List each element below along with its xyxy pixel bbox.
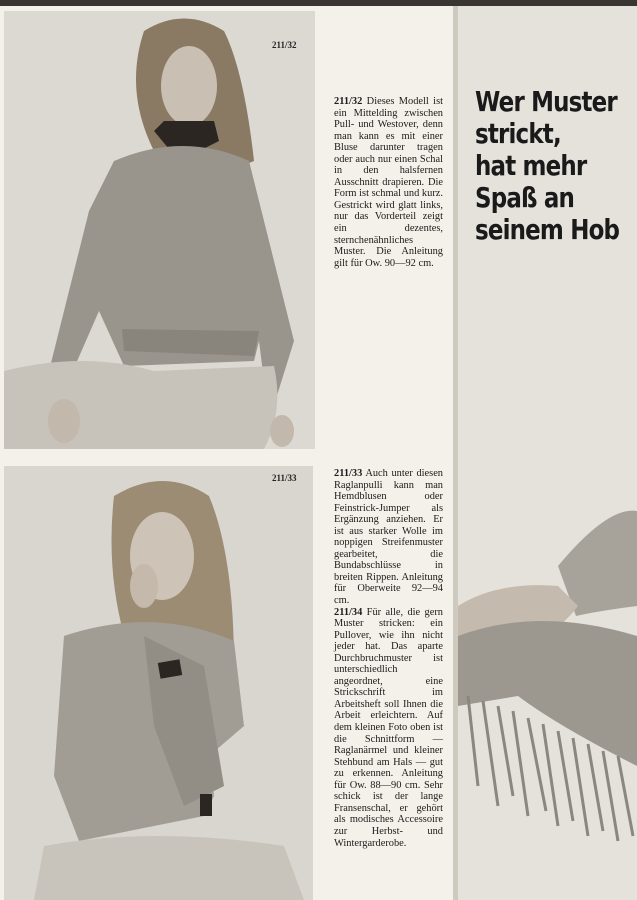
article-text: Für alle, die gern Muster stricken: ein Pullover, wie ihn nicht jeder hat. Das aparte Durchbruchmuster ist unterschiedlich angeordnet, eine Strickschrift im Arbeitsheft soll Ihnen die Arbeit erleichtern. Auf dem kleinen Foto oben ist die Schnittform — Raglanärmel und kleiner Stehbund am Hals — gut zu erkennen. Anleitung für Ow. 88—90 cm. Sehr schick ist der lange Fransenschal, er gehört als modisches Accessoire zur Herbst- und Wintergarderobe. (334, 606, 443, 849)
photo-model-211-32 (4, 11, 315, 449)
article-211-32 (334, 96, 443, 269)
photo-model-211-33 (4, 466, 313, 900)
headline (475, 86, 637, 246)
photo-model-211-33-image (4, 466, 313, 900)
article-id: 211/34 (334, 606, 363, 618)
article-text: Dieses Modell ist ein Mittelding zwischen Pull- und Westover, denn man kann es mit einer Bluse darunter tragen oder auch nur einen Schal in den halsfernen Ausschnitt drapieren. Die Form ist schmal und kurz. Gestrickt wird glatt links, nur das Vorderteil zeigt ein dezentes, sternchenähnliches Muster. Die Anleitung gilt für Ow. 90—92 cm. (334, 96, 443, 269)
article-text: Auch unter diesen Raglanpulli kann man Hemdblusen oder Feinstrick-Jumper als Ergänzung anziehen. Er ist aus starker Wolle im noppigen Streifenmuster gearbeitet, die Bundabschlüsse in breiten Rippen. Anleitung für Oberweite 92—94 cm. (334, 468, 443, 607)
headline-line: hat mehr (475, 149, 587, 182)
article-id: 211/32 (334, 96, 363, 107)
article-id: 211/33 (334, 468, 363, 479)
headline-line: seinem Hob (475, 213, 620, 246)
headline-line: Wer Muster (475, 85, 617, 118)
photo-label-211-32: 211/32 (272, 40, 297, 50)
headline-line: strickt, (475, 117, 561, 150)
article-211-33-34 (334, 468, 443, 849)
photo-model-211-32-image (4, 11, 315, 449)
photo-label-211-33: 211/33 (272, 473, 297, 483)
headline-line: Spaß an (475, 181, 575, 214)
